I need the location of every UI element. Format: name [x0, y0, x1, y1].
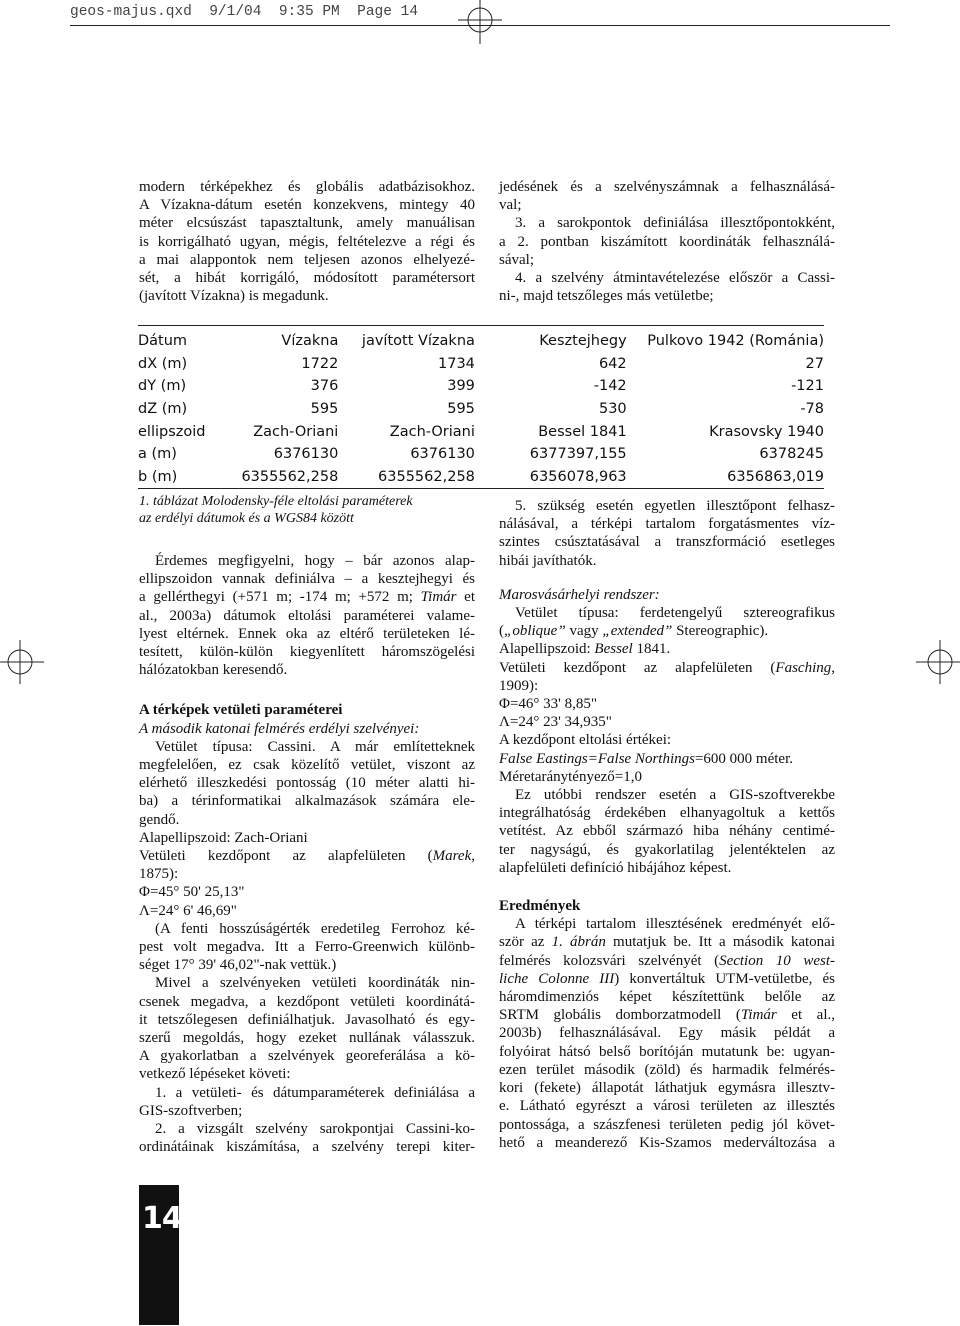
text-line: integrálhatóság érdekében elhanyagoltuk a kettős [499, 805, 835, 822]
text-line: ter nagyságú, és gyakorlatilag jelentéktelen az [499, 841, 835, 858]
text-line: 2003b) felhasználásával. Egy másik példát a [499, 1025, 835, 1042]
text-line: ször az 1. ábrán mutatjuk be. Itt a második katonai [499, 934, 835, 951]
text-line: it tetszőlegesen definiálhatjuk. Javasolható és egy- [139, 1011, 475, 1028]
text-line: pontossága, a szászfenesi területen pedig jól követ- [499, 1116, 835, 1133]
text-line: val; [499, 197, 522, 214]
text-line: Vetület típusa: ferdetengelyű sztereografikus [515, 605, 835, 622]
text-line: al., 2003a) dátumok eltolási paraméterei valame- [139, 607, 475, 624]
text-line: Φ=45° 50' 25,13" [139, 884, 245, 901]
text-line: SRTM globális domborzatmodell (Timár et al., [499, 1007, 835, 1024]
text-line: Alapellipszoid: Zach-Oriani [139, 829, 308, 846]
text-line: ni-, majd tetszőleges más vetületbe; [499, 288, 714, 305]
text-line: alapfelületi definíció hibájához képest. [499, 859, 732, 876]
text-line: Érdemes megfigyelni, hogy – bár azonos alap- [155, 553, 475, 569]
text-line: is korrigálható ugyan, mégis, feltételezve a régi és [139, 233, 475, 250]
table-cell: 399 [447, 378, 475, 395]
table-cell: 376 [310, 378, 339, 395]
text-line: A térképi tartalom illesztésének eredményét elő- [515, 916, 835, 933]
left-column-body [139, 552, 475, 1157]
table-cell: Zach-Oriani [389, 423, 475, 440]
caption-line: az erdélyi dátumok és a WGS84 között [139, 511, 354, 526]
table-cell: 6377397,155 [529, 446, 627, 463]
section-subheading: Marosvásárhelyi rendszer: [499, 586, 660, 603]
text-line: nálásával, a térképi tartalom forgatásmentes víz- [499, 516, 835, 533]
table-cell: -78 [800, 401, 824, 418]
text-line: felmérés kolozsvári szelvényét (Section 10 west- [499, 952, 835, 969]
table-row [138, 375, 824, 398]
text-line: séget 17° 39' 46,02"-nak vettük.) [139, 957, 337, 974]
text-line: szerű megoldás, hogy ezeket nullának válasszuk. [139, 1030, 475, 1047]
text-line: sét, a hibát korrigáló, módosított paramétersort [139, 270, 475, 287]
section-heading: Eredmények [499, 898, 581, 915]
table-cell: dX (m) [138, 355, 188, 372]
text-line: a 2. pontban kiszámított koordináták felhasználá- [499, 233, 835, 250]
table-cell: Zach-Oriani [253, 423, 339, 440]
text-line: háromdimenziós képet készítettünk belőle az [499, 989, 835, 1006]
text-line: Méretaránytényező=1,0 [499, 768, 642, 785]
text-line: vetkező lépéseket követi: [139, 1066, 291, 1083]
print-slug: geos-majus.qxd 9/1/04 9:35 PM Page 14 [70, 4, 419, 20]
table-caption [139, 493, 475, 527]
text-line: e. Látható egyrészt a városi területen az illesztés [499, 1098, 835, 1115]
table-cell: 1734 [438, 355, 475, 372]
text-line: A Vízakna-dátum esetén konzekvens, mintegy 40 [139, 197, 475, 214]
text-line: 3. a sarokpontok definiálása illesztőpontokként, [515, 215, 835, 232]
table-cell: 1722 [301, 355, 339, 372]
text-line: 1875): [139, 866, 179, 883]
text-line: kori (fekete) állapotát láthatjuk egymásra illesztv- [499, 1080, 835, 1097]
text-line: Λ=24° 6' 46,69" [139, 902, 237, 919]
table-row [138, 443, 824, 466]
text-line: liche Colonne III) konvertáltuk UTM-vetületbe, és [499, 970, 836, 987]
text-line: sával; [499, 251, 534, 268]
right-column-body [499, 497, 835, 1152]
page-number-tab [139, 1185, 182, 1325]
table-cell: 530 [598, 401, 627, 418]
registration-mark-left-icon [0, 640, 44, 684]
left-column-top [139, 178, 475, 305]
text-line: gendő. [139, 811, 180, 828]
text-line: 1. a vetületi- és dátumparaméterek definiálása a [155, 1084, 475, 1101]
text-line: pest volt megadva. Itt a Ferro-Greenwich különb- [139, 939, 475, 956]
table-row [138, 466, 824, 489]
text-line: ba) a térinformatikai alkalmazások számára ele- [139, 793, 475, 810]
table-cell: 27 [805, 355, 824, 372]
text-line: ellipszoidon vannak definiálva – a kesztejhegyi és [139, 571, 475, 588]
text-line: hálózatokban keresendő. [139, 662, 288, 679]
text-line: jedésének és a szelvényszámnak a felhasználásá- [499, 179, 835, 195]
text-line: 4. a szelvény átmintavételezése először a Cassi- [515, 270, 835, 287]
table-cell: ellipszoid [138, 423, 206, 440]
text-line: 1909): [499, 677, 539, 694]
text-line: ezen terület második (zöld) és harmadik felmérés- [499, 1061, 835, 1078]
text-line: (javított Vízakna) is megadunk. [139, 288, 329, 305]
text-line: hető a meanderező Kis-Szamos mederváltozása a [499, 1134, 835, 1151]
text-line: Mivel a szelvényeken vetületi koordináták nin- [155, 975, 475, 992]
table-header-cell: Pulkovo 1942 (Románia) [647, 333, 824, 350]
text-line: folyóirat hátsó belső borítóján mutatunk be: ugyan- [499, 1043, 835, 1060]
text-line: méter elcsúszást tapasztaltunk, amely manuálisan [139, 215, 475, 232]
text-line: Λ=24° 23' 34,935" [499, 714, 612, 731]
text-line: GIS-szoftverben; [139, 1102, 243, 1119]
table-cell: 6356863,019 [727, 468, 824, 485]
page-number: 14 [142, 1201, 182, 1236]
table-row [138, 398, 824, 421]
text-line: („oblique” vagy „extended” Stereographic). [499, 623, 769, 640]
table-cell: dZ (m) [138, 401, 188, 418]
table-cell: 6355562,258 [378, 468, 475, 485]
registration-mark-right-icon [916, 640, 960, 684]
table-cell: 6355562,258 [241, 468, 339, 485]
table-cell: -142 [593, 378, 627, 395]
text-line: hibái javíthatók. [499, 552, 597, 569]
text-line: lyest eltérnek. Ennek oka az eltérő területeken lé- [139, 625, 475, 642]
caption-line: 1. táblázat Molodensky-féle eltolási paraméterek [139, 494, 413, 509]
text-line: szintes csúsztatásával a transzformáció esetleges [499, 534, 835, 551]
table-cell: 595 [310, 401, 339, 418]
text-line: Φ=46° 33' 8,85" [499, 696, 597, 713]
table-cell: 642 [598, 355, 627, 372]
citation-author: Timár [420, 589, 457, 606]
text-line: vetítést. Az ebből származó hiba néhány centimé- [499, 823, 835, 840]
section-subheading: A második katonai felmérés erdélyi szelvényei: [139, 720, 420, 737]
table-header-cell: Dátum [138, 333, 188, 350]
text-line: tesített, külön-külön kiegyenlített háromszögelési [139, 644, 475, 661]
datum-parameters-table [138, 325, 824, 489]
text-line: elérhető illeszkedési pontosság (10 méter alatti hi- [139, 775, 475, 792]
text-line: megfelelően, ez csak közelítő vetület, viszont az [139, 757, 475, 774]
table-cell: Krasovsky 1940 [709, 423, 824, 440]
text-line: Ez utóbbi rendszer esetén a GIS-szoftverekbe [515, 787, 835, 804]
text-line: (A fenti hosszúságérték eredetileg Ferrohoz ké- [155, 920, 475, 937]
text-line: Alapellipszoid: Bessel 1841. [499, 641, 671, 658]
text-line: a gellérthegyi (+571 m; -174 m; +572 m; Timár et [139, 589, 476, 606]
table-header-cell: javított Vízakna [361, 333, 475, 350]
text-line: Vetületi kezdőpont az alapfelületen (Marek, [139, 848, 475, 865]
right-column-top [499, 178, 835, 305]
text-line: A kezdőpont eltolási értékei: [499, 732, 672, 749]
table-cell: 595 [447, 401, 475, 418]
table-cell: 6356078,963 [529, 468, 627, 485]
section-heading: A térképek vetületi paraméterei [139, 702, 343, 719]
table-row [138, 420, 824, 443]
table-cell: 6378245 [759, 446, 824, 463]
table-cell: 6376130 [410, 446, 475, 463]
table-cell: -121 [791, 378, 824, 395]
text-line: 5. szükség esetén egyetlen illesztőpont felhasz- [515, 498, 835, 514]
table-cell: b (m) [138, 468, 178, 485]
text-line: False Eastings=False Northings=600 000 méter. [499, 750, 793, 767]
text-line: Vetület típusa: Cassini. A már említetteknek [155, 738, 475, 755]
text-line: ordinátáinak kiszámítása, a szelvény terepi kiter- [139, 1139, 475, 1156]
table-cell: dY (m) [138, 378, 187, 395]
text-line: A gyakorlatban a szelvények georeferálása a kö- [139, 1048, 475, 1065]
table-cell: Bessel 1841 [538, 423, 627, 440]
citation-author: Marek [432, 848, 472, 865]
registration-mark-top-icon [458, 0, 502, 44]
table-header-row [138, 326, 824, 353]
text-line: Vetületi kezdőpont az alapfelületen (Fasching, [499, 659, 835, 676]
table-cell: a (m) [138, 446, 177, 463]
table-cell: 6376130 [273, 446, 339, 463]
table-header-cell: Vízakna [281, 333, 339, 350]
text-line: modern térképekhez és globális adatbázisokhoz. [139, 179, 475, 195]
text-line: a mai alappontok nem teljesen azonos elhelyezé- [139, 251, 475, 268]
text-line: 2. a vizsgált szelvény sarokpontjai Cassini-ko- [155, 1121, 475, 1138]
table-row [138, 353, 824, 376]
text-line: csenek megadva, a kezdőpont vetületi koordinátá- [139, 993, 475, 1010]
table-header-cell: Kesztejhegy [539, 333, 627, 350]
